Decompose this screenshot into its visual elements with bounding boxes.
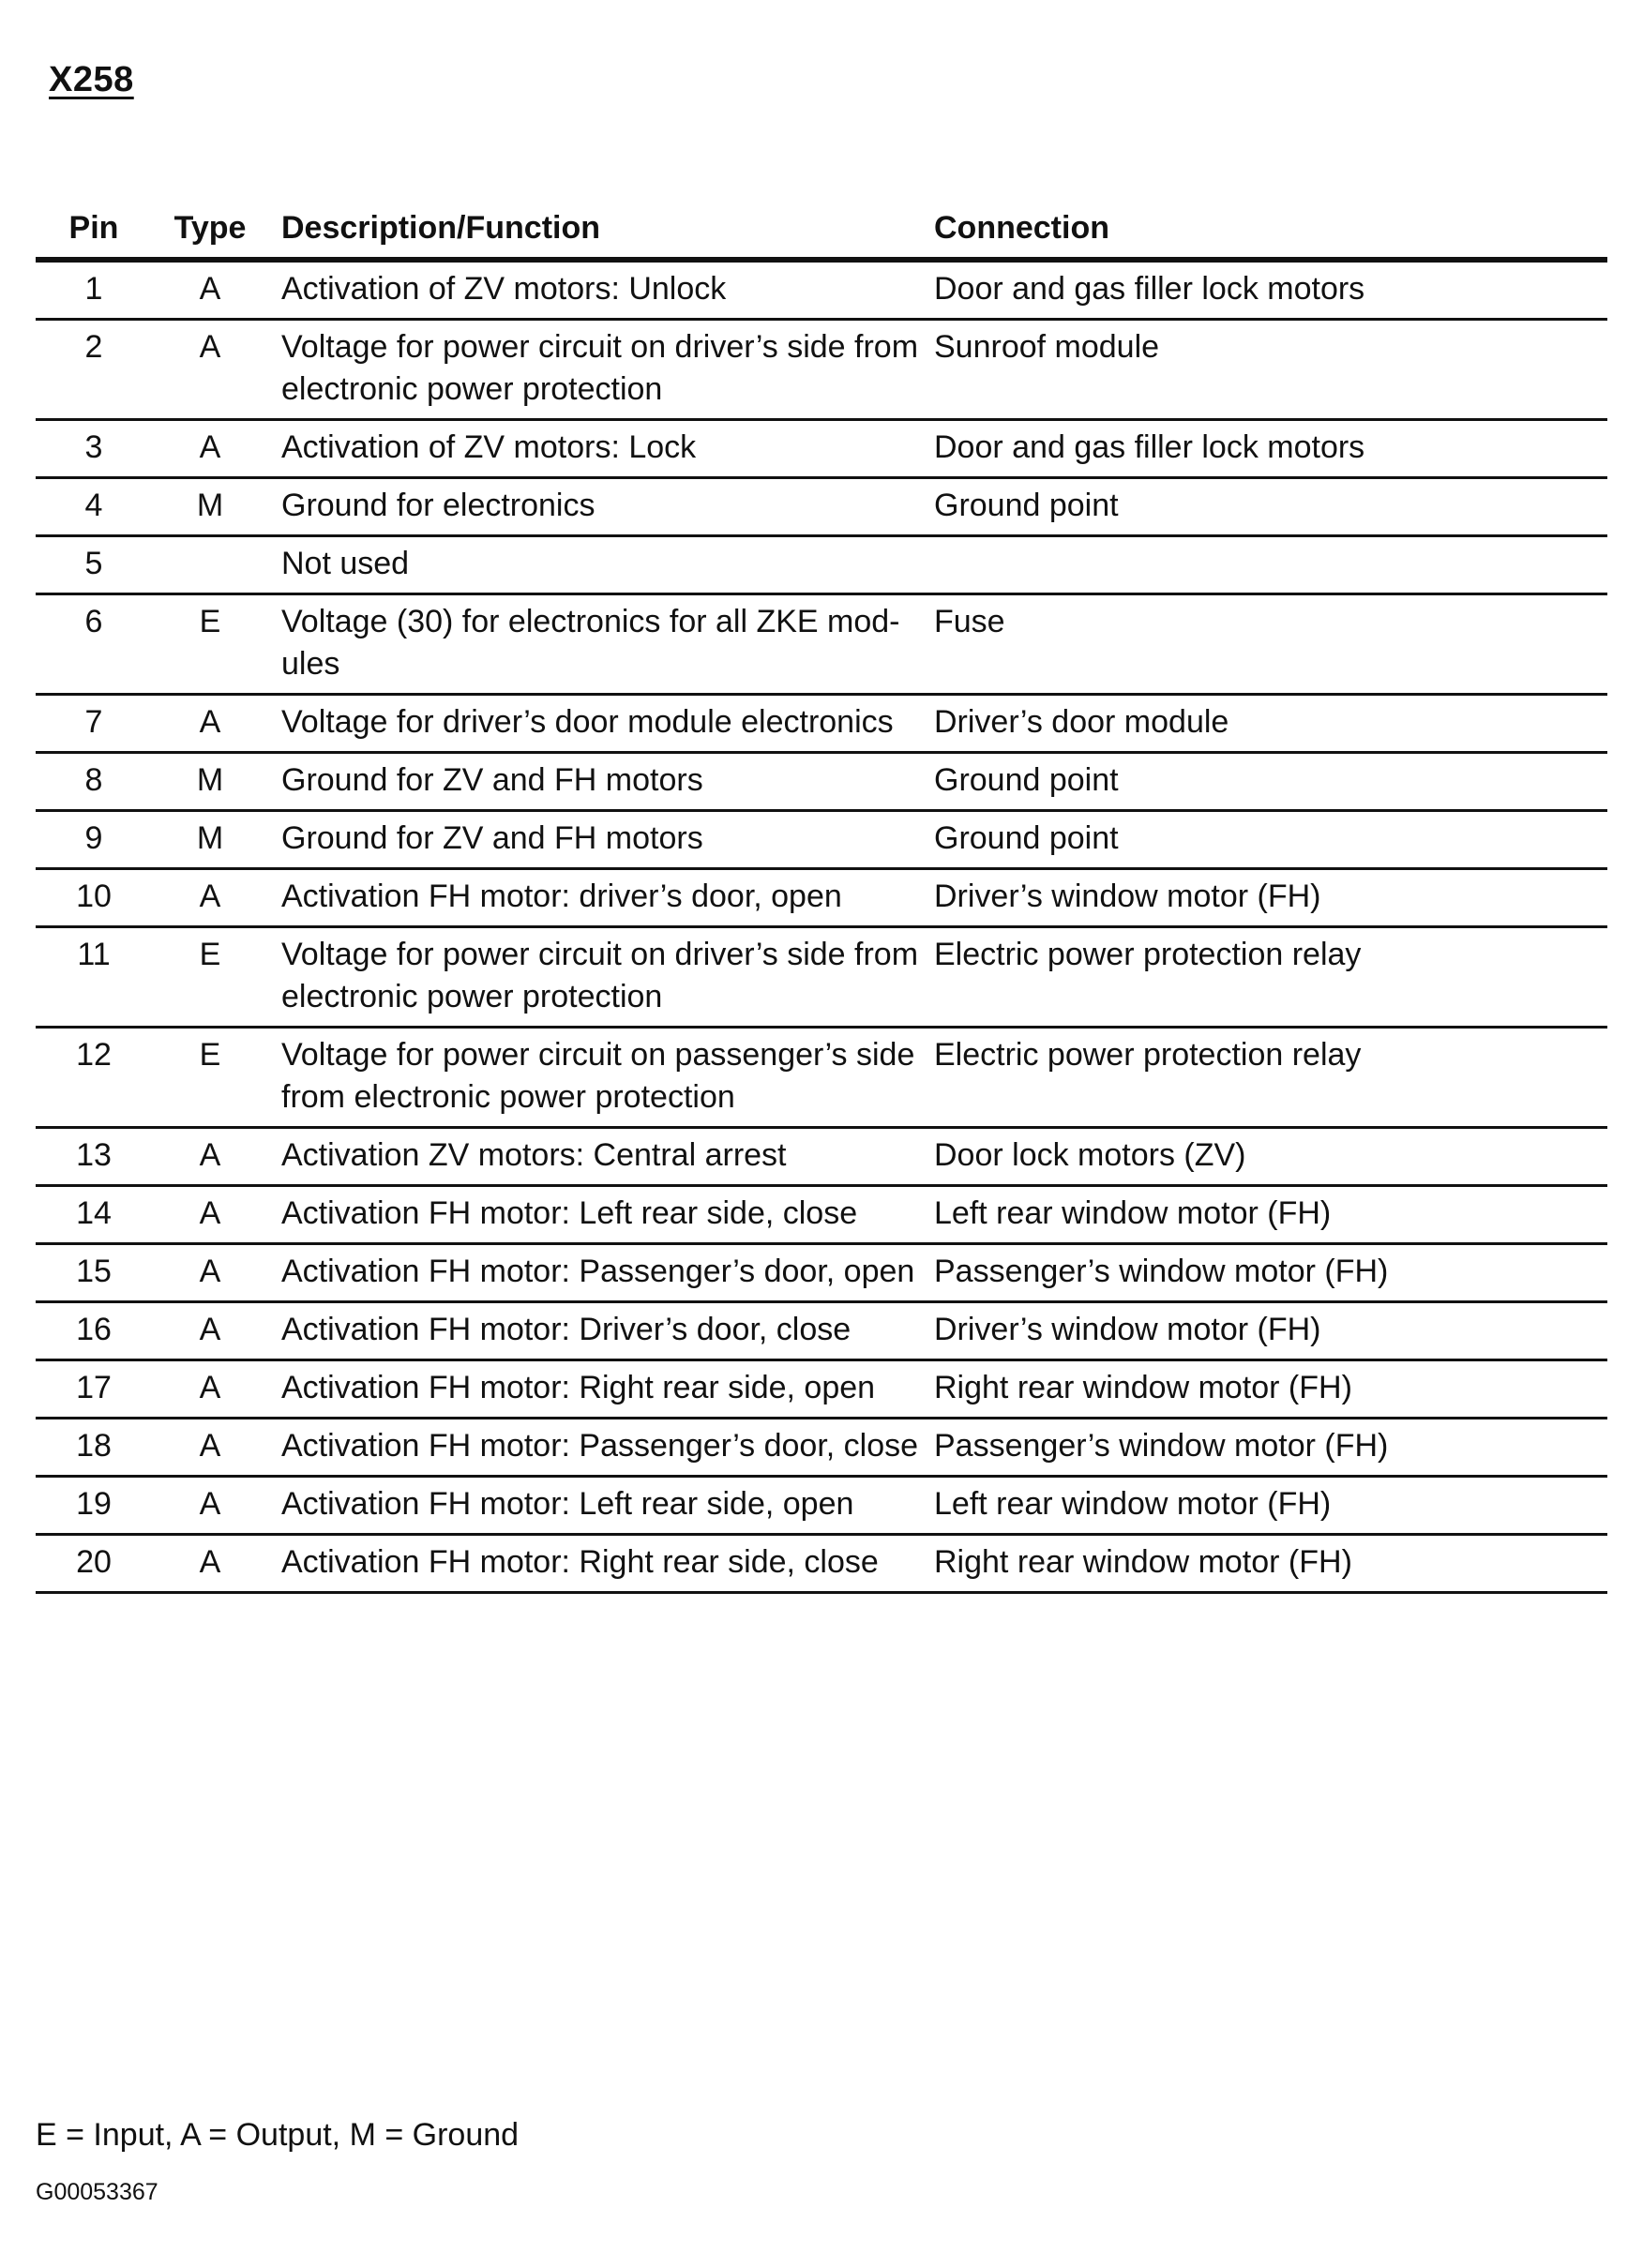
connection-cell: Driver’s window motor (FH) [934,1312,1321,1347]
pin-cell: 3 [84,429,103,465]
type-cell: M [196,488,224,523]
type-cell: E [199,937,221,972]
description-cell: Activation ZV motors: Central arrest [281,1137,787,1173]
pin-cell: 13 [76,1137,112,1173]
table-row [36,1303,1607,1361]
pin-cell: 17 [76,1370,112,1405]
table-row [36,1361,1607,1419]
connection-cell [921,537,1607,593]
connection-cell: Ground point [934,488,1119,523]
description-cell: Ground for electronics [281,488,595,523]
table-row [36,754,1607,812]
table-row [36,1245,1607,1303]
table-row [36,870,1607,928]
connection-cell: Left rear window motor (FH) [934,1486,1332,1522]
description-cell: Voltage for power circuit on driver’s side from electronic power protection [281,937,919,1014]
description-cell: Activation FH motor: Left rear side, open [281,1486,854,1522]
pin-cell: 6 [84,604,103,639]
connection-cell: Fuse [934,604,1005,639]
connection-cell: Door lock motors (ZV) [934,1137,1246,1173]
pin-cell: 9 [84,820,103,856]
description-cell: Activation of ZV motors: Unlock [281,271,727,307]
connection-cell: Ground point [934,762,1119,798]
connection-cell: Door and gas filler lock motors [934,271,1365,307]
type-cell: A [199,329,221,365]
type-cell [152,537,268,593]
connection-cell: Driver’s window motor (FH) [934,879,1321,914]
type-cell: A [199,1195,221,1231]
type-cell: A [199,879,221,914]
type-cell: A [199,1312,221,1347]
table-row [36,263,1607,321]
header-description: Description/Function [281,209,600,246]
pin-cell: 4 [84,488,103,523]
pin-cell: 7 [84,704,103,740]
pin-cell: 5 [84,546,103,581]
pin-cell: 19 [76,1486,112,1522]
description-cell: Ground for ZV and FH motors [281,820,703,856]
table-row [36,421,1607,479]
connection-cell: Left rear window motor (FH) [934,1195,1332,1231]
table-row [36,1129,1607,1187]
description-cell: Voltage for driver’s door module electronics [281,704,894,740]
description-cell: Activation FH motor: driver’s door, open [281,879,842,914]
table-body [36,263,1607,1594]
pin-cell: 11 [77,937,111,972]
connection-cell: Electric power protection relay [934,937,1362,972]
table-header [36,199,1607,263]
description-cell: Activation FH motor: Driver’s door, close [281,1312,852,1347]
pin-cell: 18 [76,1428,112,1464]
description-cell: Activation FH motor: Passenger’s door, open [281,1254,915,1289]
type-cell: E [199,1037,221,1073]
description-cell: Activation FH motor: Right rear side, close [281,1544,879,1580]
header-pin: Pin [68,209,119,246]
type-cell: M [196,762,224,798]
type-cell: A [199,1254,221,1289]
pin-cell: 15 [76,1254,112,1289]
pin-cell: 16 [76,1312,112,1347]
table-row [36,1419,1607,1478]
type-cell: A [199,1428,221,1464]
description-cell: Activation FH motor: Passenger’s door, close [281,1428,919,1464]
table-row [36,812,1607,870]
connection-cell: Driver’s door module [934,704,1229,740]
pin-cell: 1 [84,271,103,307]
connection-cell: Sunroof module [934,329,1160,365]
description-cell: Activation of ZV motors: Lock [281,429,697,465]
type-cell: A [199,1370,221,1405]
table-row [36,321,1607,421]
type-cell: E [199,604,221,639]
description-cell: Voltage for power circuit on passenger’s side from electronic power protection [281,1037,915,1115]
type-cell: M [196,820,224,856]
type-legend: E = Input, A = Output, M = Ground [36,2117,520,2153]
type-cell: A [199,1544,221,1580]
description-cell: Activation FH motor: Left rear side, close [281,1195,858,1231]
description-cell: Activation FH motor: Right rear side, open [281,1370,876,1405]
table-row [36,479,1607,537]
pin-cell: 12 [76,1037,112,1073]
pin-cell: 20 [76,1544,112,1580]
pin-table [36,199,1607,1594]
type-cell: A [199,704,221,740]
header-type: Type [173,209,247,246]
connection-cell: Electric power protection relay [934,1037,1362,1073]
table-row [36,537,1607,595]
type-cell: A [199,271,221,307]
connection-cell: Ground point [934,820,1119,856]
table-row [36,928,1607,1029]
connection-cell: Right rear window motor (FH) [934,1370,1352,1405]
type-cell: A [199,1486,221,1522]
pin-cell: 2 [84,329,103,365]
pin-cell: 8 [84,762,103,798]
pin-cell: 14 [76,1195,112,1231]
figure-code: G00053367 [36,2179,158,2205]
page-title: X258 [49,60,134,99]
type-cell: A [199,429,221,465]
description-cell: Not used [281,546,410,581]
table-row [36,1478,1607,1536]
connection-cell: Passenger’s window motor (FH) [934,1254,1389,1289]
table-row [36,595,1607,696]
description-cell: Ground for ZV and FH motors [281,762,703,798]
description-cell: Voltage for power circuit on driver’s side from electronic power protection [281,329,919,407]
connection-cell: Right rear window motor (FH) [934,1544,1352,1580]
type-cell: A [199,1137,221,1173]
table-row [36,1029,1607,1129]
connection-cell: Passenger’s window motor (FH) [934,1428,1389,1464]
pin-cell: 10 [76,879,112,914]
table-row [36,1187,1607,1245]
description-cell: Voltage (30) for electronics for all ZKE mod-ules [281,604,900,682]
header-connection: Connection [934,209,1109,246]
connection-cell: Door and gas filler lock motors [934,429,1365,465]
table-row [36,696,1607,754]
table-row [36,1536,1607,1594]
